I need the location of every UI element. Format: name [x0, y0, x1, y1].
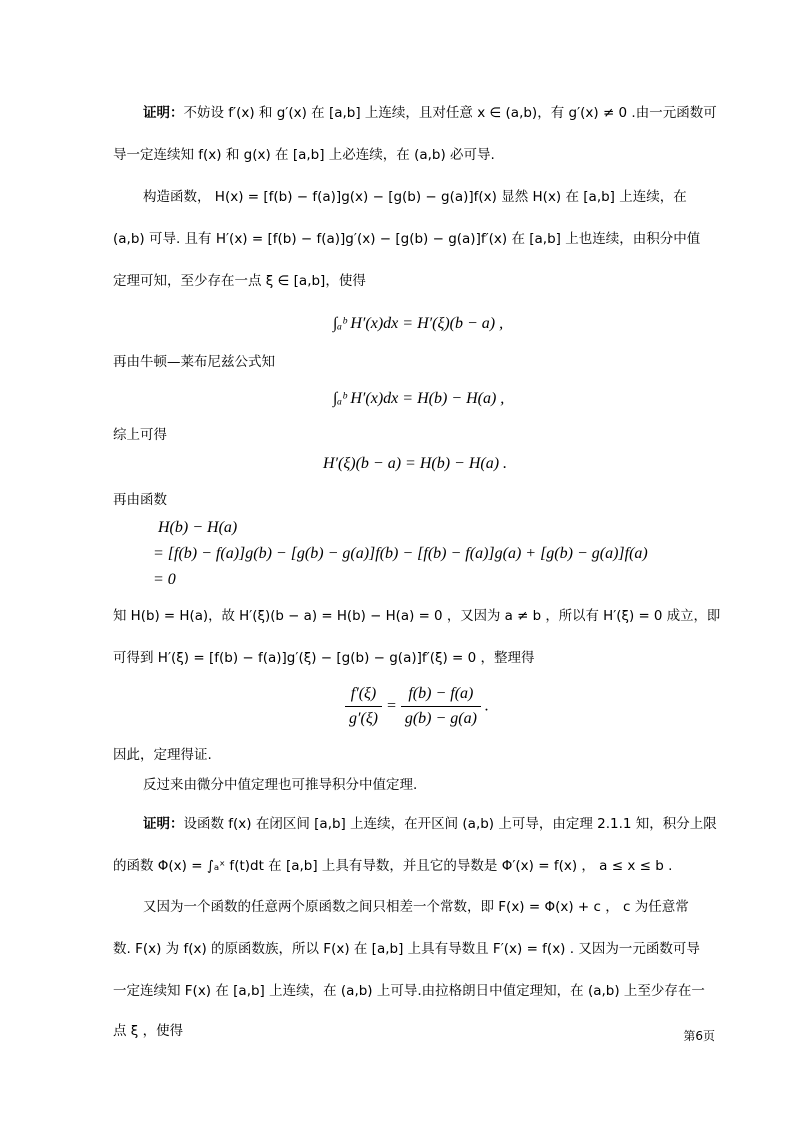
fraction-left: [345, 684, 382, 729]
proof-paragraph-2-line-1: 证明：设函数 f(x) 在闭区间 [a,b] 上连续，在开区间 (a,b) 上可导，由定理 2.1.1 知，积分上限: [143, 816, 717, 832]
fraction-right-numerator: f(b) − f(a): [401, 684, 481, 707]
page-number: 第6页: [683, 1029, 715, 1043]
equation-hb-ha-line-1: H(b) − H(a): [158, 519, 238, 536]
equation-combined: H′(ξ)(b − a) = H(b) − H(a) .: [323, 455, 508, 472]
equation-hb-ha-line-3: = 0: [153, 571, 176, 588]
fraction-right: [401, 684, 481, 729]
construct-function-line-3: 定理可知，至少存在一点 ξ ∈ [a,b]，使得: [113, 273, 366, 289]
fraction-right-denominator: g(b) − g(a): [404, 710, 477, 727]
equation-cauchy-ratio: $\frac{f'(\xi)}{g'(\xi)}$ = $\frac{f(b) - f(a)}{g(b) - g(a)}$ .: [345, 684, 489, 729]
conclusion-line-1: 知 H(b) = H(a)，故 H′(ξ)(b − a) = H(b) − H(a) = 0 ，又因为 a ≠ b ，所以有 H′(ξ) = 0 成立，即: [113, 608, 721, 624]
fraction-left-numerator: f′(ξ): [345, 684, 382, 707]
proof-label: 证明：: [143, 816, 184, 832]
theorem-proved-text: 因此，定理得证.: [113, 747, 212, 763]
proof-paragraph-3-line-4: 点 ξ ，使得: [113, 1023, 184, 1039]
converse-statement: 反过来由微分中值定理也可推导积分中值定理.: [143, 777, 418, 793]
summary-text: 综上可得: [113, 427, 167, 443]
equation-newton-leibniz: ∫ₐᵇ H′(x)dx = H(b) − H(a) ,: [333, 390, 505, 407]
proof-label: 证明：: [143, 105, 184, 121]
conclusion-line-2: 可得到 H′(ξ) = [f(b) − f(a)]g′(ξ) − [g(b) − g(a)]f′(ξ) = 0 ，整理得: [113, 650, 535, 666]
fraction-left-denominator: g′(ξ): [349, 710, 379, 727]
equation-hb-ha-line-2: = [f(b) − f(a)]g(b) − [g(b) − g(a)]f(b) − [f(b) − f(a)]g(a) + [g(b) − g(a)]f(a): [153, 545, 648, 562]
construct-function-line-1: 构造函数， H(x) = [f(b) − f(a)]g(x) − [g(b) − g(a)]f(x) 显然 H(x) 在 [a,b] 上连续，在: [143, 189, 687, 205]
proof-paragraph-1-line-1: 证明：不妨设 f′(x) 和 g′(x) 在 [a,b] 上连续，且对任意 x ∈ (a,b)，有 g′(x) ≠ 0 .由一元函数可: [143, 105, 717, 121]
proof-paragraph-3-line-2: 数. F(x) 为 f(x) 的原函数族，所以 F(x) 在 [a,b] 上具有导数且 F′(x) = f(x) . 又因为一元函数可导: [113, 941, 700, 957]
proof-paragraph-3-line-1: 又因为一个函数的任意两个原函数之间只相差一个常数，即 F(x) = Φ(x) + c ， c 为任意常: [143, 899, 689, 915]
proof-paragraph-2-line-2: 的函数 Φ(x) = ∫ₐˣ f(t)dt 在 [a,b] 上具有导数，并且它的导数是 Φ′(x) = f(x) ， a ≤ x ≤ b .: [113, 858, 673, 874]
proof-paragraph-1-line-2: 导一定连续知 f(x) 和 g(x) 在 [a,b] 上必连续，在 (a,b) 必可导.: [113, 147, 495, 163]
proof-paragraph-3-line-3: 一定连续知 F(x) 在 [a,b] 上连续，在 (a,b) 上可导.由拉格朗日中值定理知，在 (a,b) 上至少存在一: [113, 983, 705, 999]
equation-integral-mean-value: ∫ₐᵇ H′(x)dx = H′(ξ)(b − a) ,: [333, 315, 504, 332]
newton-leibniz-text: 再由牛顿—莱布尼兹公式知: [113, 354, 275, 370]
function-text: 再由函数: [113, 492, 167, 508]
construct-function-line-2: (a,b) 可导. 且有 H′(x) = [f(b) − f(a)]g′(x) − [g(b) − g(a)]f′(x) 在 [a,b] 上也连续，由积分中值: [113, 231, 701, 247]
